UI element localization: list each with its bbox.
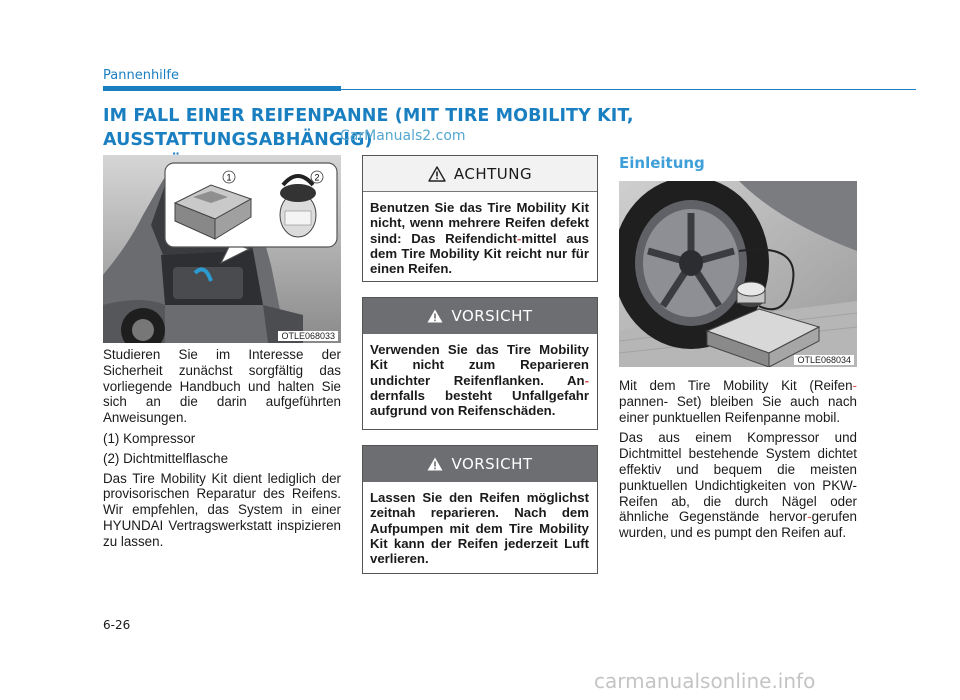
notice-vorsicht-header xyxy=(363,446,597,482)
notice-text-part: dernfalls besteht Unfallgefahr aufgrund von Reifenschäden. xyxy=(370,387,589,419)
text-part: Das aus einem Kompressor und Dichtmittel bestehende System dichtet effektiv und bequem die meisten punktuellen Undichtigkeiten von PKW-Reifen ab, die durch Nägel oder ähnliche Gegenstände hervor xyxy=(619,430,857,525)
notice-achtung-text xyxy=(363,192,597,284)
text-part: gerufen wurden, und es pumpt den Reifen auf. xyxy=(619,509,857,541)
einleitung-paragraph-2 xyxy=(619,430,857,541)
notice-text-part: Benutzen Sie das Tire Mobility Kit nicht, wenn mehrere Reifen defekt sind: Das Reifendicht xyxy=(370,200,589,246)
figure-trunk-kit xyxy=(103,155,341,343)
notice-vorsicht-text xyxy=(363,334,597,426)
einleitung-paragraph-1 xyxy=(619,378,857,425)
tire-compressor-illustration xyxy=(619,181,857,367)
left-column-text xyxy=(103,347,341,555)
header-rule-thin xyxy=(341,89,916,90)
watermark: CarManuals2.com xyxy=(340,128,466,144)
notice-achtung-header xyxy=(363,156,597,192)
warning-triangle-filled-icon xyxy=(427,309,443,323)
section-heading-einleitung: Einleitung xyxy=(619,154,705,172)
figure-tire-compressor xyxy=(619,181,857,367)
text-part: Mit dem Tire Mobility Kit (Reifen xyxy=(619,378,853,393)
soft-hyphen: - xyxy=(807,509,812,525)
figure-code: OTLE068033 xyxy=(278,331,338,341)
notice-vorsicht-flanks xyxy=(362,297,598,430)
page-number: 6-26 xyxy=(103,618,131,632)
text-part: pannen- Set) bleiben Sie auch nach einer punktuellen Reifenpanne mobil. xyxy=(619,393,857,425)
header-rule-thick xyxy=(103,86,341,91)
soft-hyphen: - xyxy=(516,230,522,246)
notice-vorsicht-header xyxy=(363,298,597,334)
notice-achtung-title: ACHTUNG xyxy=(453,164,533,183)
kit-info-paragraph: Das Tire Mobility Kit dient lediglich der provisorischen Reparatur des Reifens. Wir empfehlen, das System in einer HYUNDAI Vertragswerkstatt inspizieren zu lassen. xyxy=(103,470,341,549)
right-column-text xyxy=(619,378,857,546)
section-label: Pannenhilfe xyxy=(103,68,179,83)
site-watermark: carmanualsonline.info xyxy=(594,669,816,693)
notice-text-part: Verwenden Sie das Tire Mobility Kit nicht zum Reparieren undichter Reifenflanken. An xyxy=(370,342,589,388)
soft-hyphen: - xyxy=(852,378,857,393)
warning-triangle-outline-icon xyxy=(428,166,446,182)
list-item-sealant-bottle: (2) Dichtmittelflasche xyxy=(103,450,229,466)
callout-2: 2 xyxy=(314,172,320,183)
intro-paragraph: Studieren Sie im Interesse der Sicherheit zunächst sorgfältig das vorliegende Handbuch und halten Sie sich an die darin aufgeführten Anweisungen. xyxy=(103,347,341,426)
notice-text-part: mittel aus dem Tire Mobility Kit reicht nur für einen Reifen. xyxy=(370,230,590,277)
warning-triangle-filled-icon xyxy=(427,457,443,471)
figure-code: OTLE068034 xyxy=(794,355,854,365)
page-title-line1: IM FALL EINER REIFENPANNE (MIT TIRE MOBILITY KIT, AUSSTATTUNGSABHÄNGIG) xyxy=(103,106,634,150)
notice-vorsicht-text: Lassen Sie den Reifen möglichst zeitnah reparieren. Nach dem Aufpumpen mit dem Tire Mobility Kit kann der Reifen jederzeit Luft verlieren. xyxy=(370,490,589,567)
notice-vorsicht-title: VORSICHT xyxy=(451,307,533,325)
list-item-compressor: (1) Kompressor xyxy=(103,430,196,446)
trunk-kit-illustration xyxy=(103,155,341,343)
soft-hyphen: - xyxy=(584,372,589,388)
notice-vorsicht-repair xyxy=(362,445,598,574)
callout-1: 1 xyxy=(226,172,232,183)
notice-achtung xyxy=(362,155,598,282)
notice-vorsicht-title: VORSICHT xyxy=(451,455,533,473)
